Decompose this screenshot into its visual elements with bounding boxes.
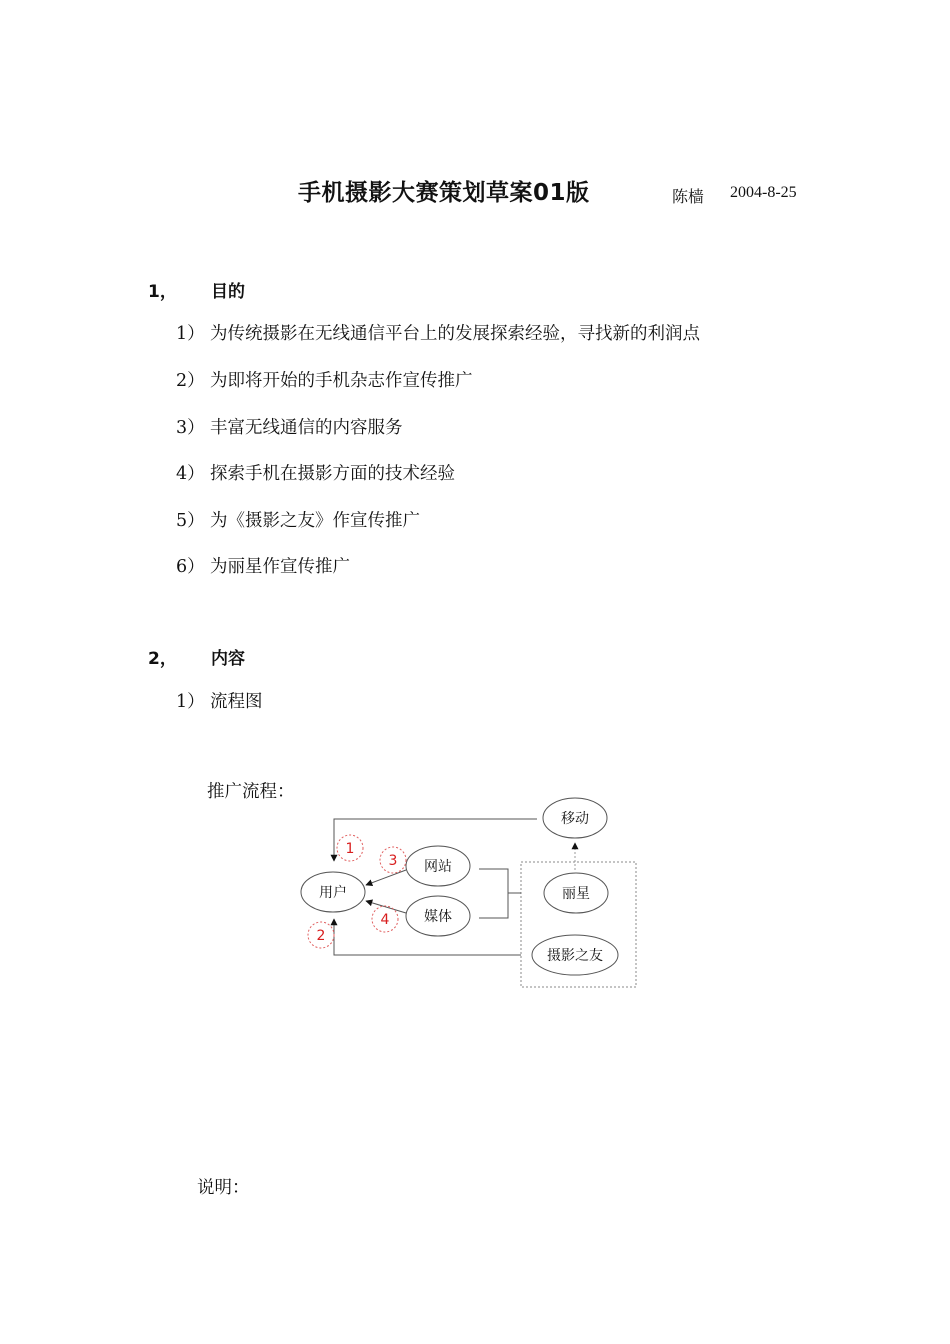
list-item-number: 6） [176,557,205,577]
step-label: 1 [345,841,355,857]
step-label: 4 [380,912,390,928]
list-item-text: 为《摄影之友》作宣传推广 [210,511,420,531]
section-title: 内容 [211,649,245,669]
list-item-text: 为即将开始的手机杂志作宣传推广 [210,371,473,391]
section-number: 1， [148,282,177,302]
step-label: 3 [388,853,398,869]
section-title: 目的 [211,282,245,302]
node-mobile-label: 移动 [561,811,589,827]
list-item-text: 流程图 [210,692,263,712]
list-item-number: 5） [176,511,205,531]
diagram-caption: 推广流程： [207,782,295,802]
author-name: 陈樯 [672,187,705,206]
list-item-number: 3） [176,418,205,438]
document-title: 手机摄影大赛策划草案01版 [298,180,590,206]
list-item-text: 探索手机在摄影方面的技术经验 [210,464,455,484]
notes-label: 说明： [197,1178,250,1198]
node-website-label: 网站 [424,859,452,875]
node-sheying-label: 摄影之友 [547,948,603,964]
flow-line-website-bracket [479,869,508,918]
node-lixing-label: 丽星 [562,886,590,902]
list-item-number: 2） [176,371,205,391]
section-number: 2， [148,649,177,669]
document-date: 2004-8-25 [730,184,797,201]
list-item-text: 丰富无线通信的内容服务 [210,418,403,438]
list-item-text: 为传统摄影在无线通信平台上的发展探索经验，寻找新的利润点 [210,324,700,344]
node-user-label: 用户 [319,885,347,901]
list-item-text: 为丽星作宣传推广 [210,557,350,577]
list-item-number: 4） [176,464,205,484]
node-media-label: 媒体 [424,909,452,925]
step-label: 2 [316,928,326,944]
list-item-number: 1） [176,692,205,712]
list-item-number: 1） [176,324,205,344]
flow-line-website-to-user [366,870,406,885]
